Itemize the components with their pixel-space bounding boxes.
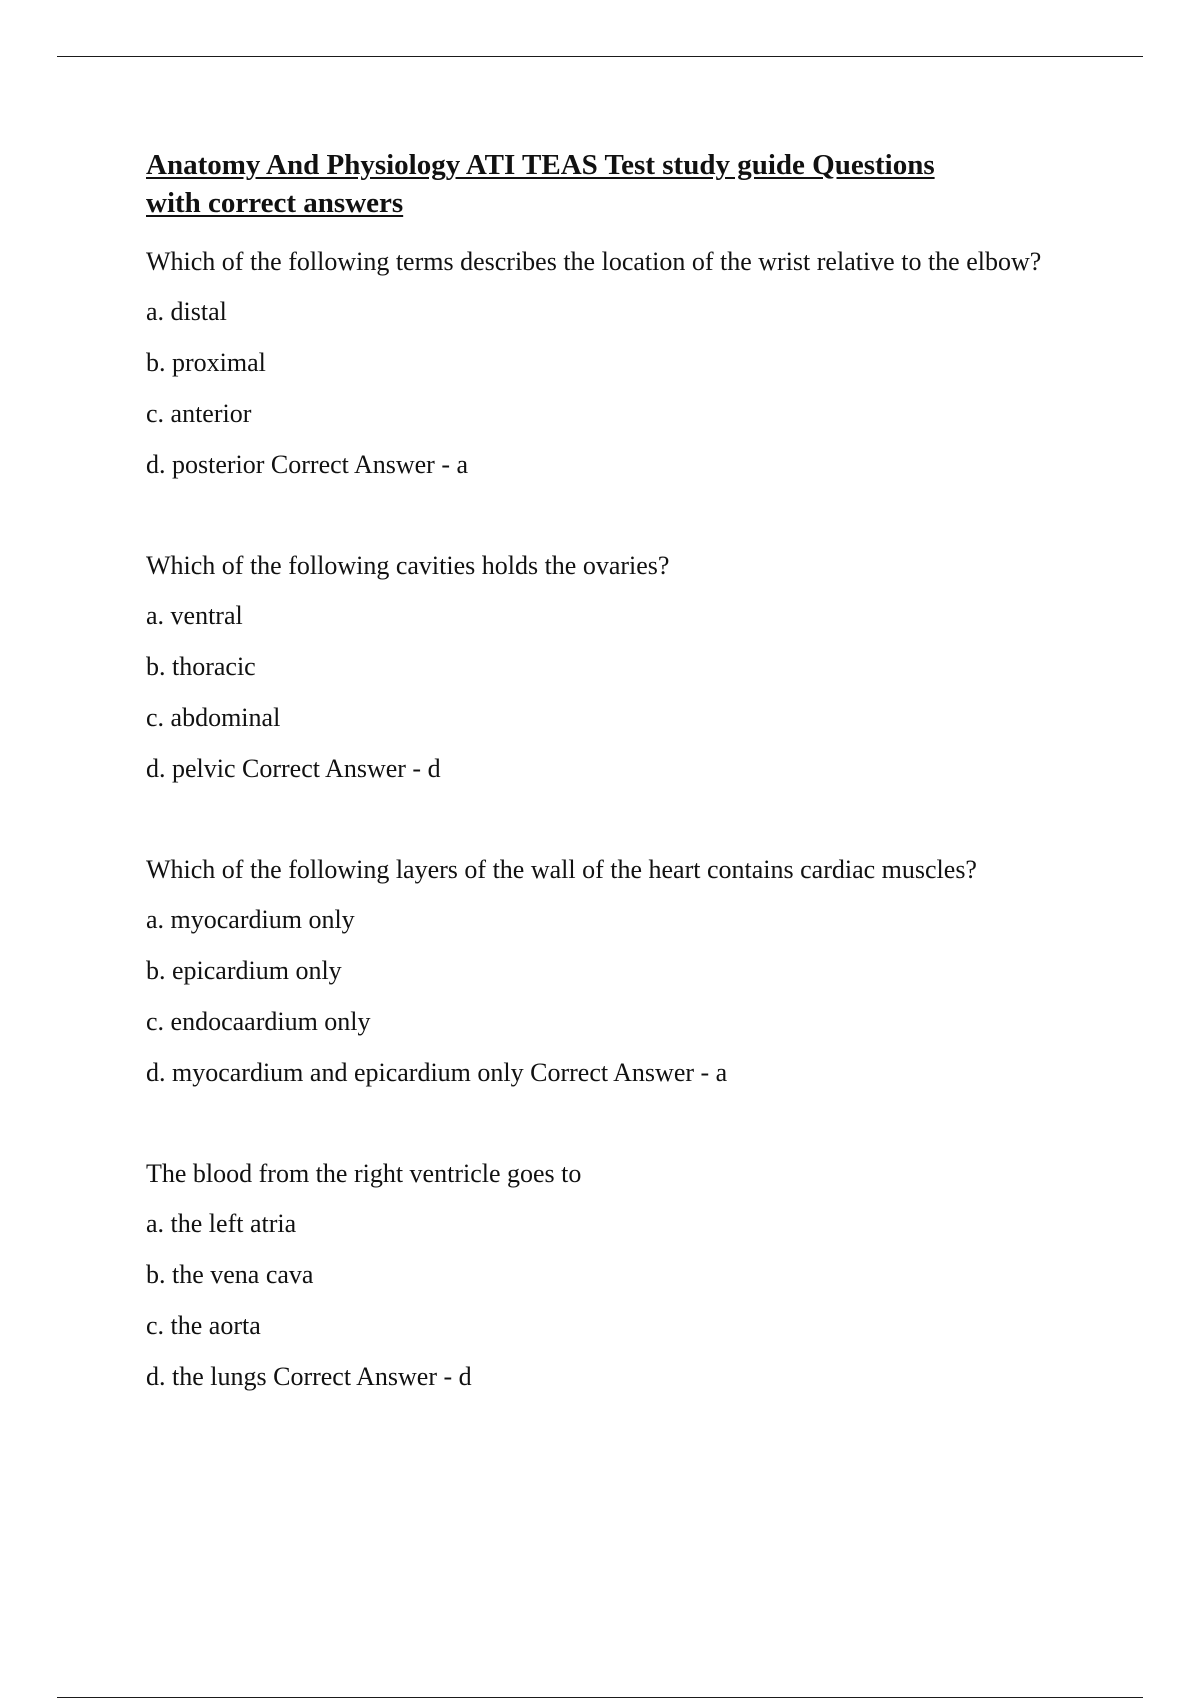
question-2	[146, 548, 1076, 787]
question-text: Which of the following terms describes the location of the wrist relative to the elbow?	[146, 247, 1042, 276]
option-d-with-answer: d. the lungs Correct Answer - d	[146, 1362, 472, 1391]
option-a: a. the left atria	[146, 1209, 297, 1238]
document-title	[146, 146, 1076, 222]
document-title-line-2: with correct answers	[146, 187, 404, 219]
option-d-with-answer: d. pelvic Correct Answer - d	[146, 754, 441, 783]
question-4	[146, 1156, 1076, 1395]
question-3	[146, 852, 1076, 1091]
document-title-line-1: Anatomy And Physiology ATI TEAS Test study guide Questions	[146, 149, 935, 181]
option-c: c. endocaardium only	[146, 1007, 371, 1036]
option-c: c. abdominal	[146, 703, 281, 732]
option-a: a. distal	[146, 297, 227, 326]
option-a: a. ventral	[146, 601, 243, 630]
question-text: The blood from the right ventricle goes to	[146, 1159, 582, 1188]
option-b: b. thoracic	[146, 652, 256, 681]
question-text: Which of the following cavities holds the ovaries?	[146, 551, 670, 580]
question-text: Which of the following layers of the wall of the heart contains cardiac muscles?	[146, 855, 977, 884]
header-rule	[57, 56, 1143, 57]
question-1	[146, 244, 1076, 483]
option-b: b. the vena cava	[146, 1260, 314, 1289]
footer-rule	[57, 1697, 1143, 1698]
option-b: b. proximal	[146, 348, 266, 377]
option-c: c. the aorta	[146, 1311, 261, 1340]
option-a: a. myocardium only	[146, 905, 355, 934]
option-d-with-answer: d. myocardium and epicardium only Correct Answer - a	[146, 1058, 728, 1087]
option-d-with-answer: d. posterior Correct Answer - a	[146, 450, 469, 479]
document-body	[146, 146, 1076, 1460]
option-b: b. epicardium only	[146, 956, 342, 985]
option-c: c. anterior	[146, 399, 252, 428]
